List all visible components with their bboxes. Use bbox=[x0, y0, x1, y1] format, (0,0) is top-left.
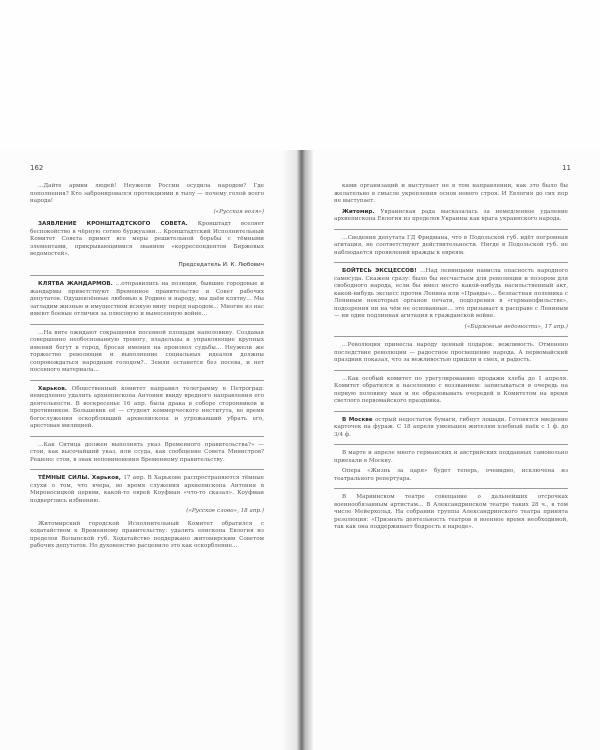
section-divider bbox=[334, 262, 568, 263]
book-gutter bbox=[283, 150, 313, 750]
paragraph-text: В марте и апреле много германских и австрийских подданных самовольно приехали в Москву. bbox=[334, 450, 568, 464]
paragraph bbox=[30, 442, 264, 465]
section-divider bbox=[334, 444, 568, 445]
section-divider bbox=[30, 275, 264, 276]
paragraph-text: 17 апр. В Харькове распространяются тёмные слухи о том, что вчера, во время служения архиепископа Антония в Мироносицкой церкви, какой-то еврей Коуфман «что-то сказал». Коуфман подверглись избиению. bbox=[30, 475, 264, 504]
paragraph-text: Украинская рада высказалась за немедленное удаление архиепископа Евлогия из пределов Украины как врага украинского народа. bbox=[334, 208, 568, 222]
section-divider bbox=[30, 436, 264, 437]
right-page-number: 11 bbox=[562, 164, 571, 172]
section-heading: Харьков. bbox=[38, 385, 72, 392]
paragraph-text: …Как Ситица должен выполнять указ Временного правительства?» — стои, как высочайший указ, или ссуда, как сообщение Совета Министров? Решено: стои, в знак неповиновения Временному правительству. bbox=[30, 441, 264, 463]
paragraph bbox=[334, 209, 568, 224]
paragraph-text: Общественный комитет направил телеграмму в Петроград: немедленно удалить архиепископа Антония ввиду вредного направления его деятельности. В воскресенье 16 апр. была драка в соборе сторонников и противников. Большевик её — студент коммерческого института, во время богослужения оскорблявший архиепископа и угрожавший убрать его, арестован милицией. bbox=[30, 385, 264, 429]
paragraph bbox=[30, 330, 264, 375]
source-citation: («Биржевые ведомости», 17 апр.) bbox=[464, 323, 568, 330]
section-divider bbox=[334, 370, 568, 371]
source-citation: («Русская воля») bbox=[213, 208, 264, 215]
section-divider bbox=[30, 324, 264, 325]
paragraph-text: …Революция принесла народу ценный подарок: вежливость. Отменено последствие революции — радостное просвещение народа. А первомайский праздник показал, что за вежливостью пришли и смех, и радость. bbox=[334, 342, 568, 363]
paragraph bbox=[334, 268, 568, 321]
paragraph bbox=[30, 281, 264, 319]
section-heading: В Москве bbox=[342, 416, 376, 423]
paragraph bbox=[334, 468, 568, 483]
section-divider bbox=[334, 488, 568, 489]
paragraph-text: …На вите ожидают сокращения посевной площади наполовину. Создавая совершенно необоснованную тревогу, владельцы и управляющие крупных имений бегут в город, бросая имения на произвол судьбы… Неужели же торжество революции и выполнение социальных идеалов должны сопровождаться народным голодом?.. Земли останется без посева, и нет посевного материала… bbox=[30, 329, 264, 373]
paragraph-text: Опера «Жизнь за царя» будет теперь, очевидно, исключена из театрального репертуара. bbox=[334, 468, 568, 482]
paragraph bbox=[334, 376, 568, 406]
paragraph bbox=[334, 450, 568, 465]
paragraph-text: …Сведения депутата ГД Фридмана, что в Подольской губ. идёт погромная агитация, не соответствуют действительности. Нигде в Подольской губ. не наблюдается проявлений вражды к евреям. bbox=[334, 234, 568, 256]
section-divider bbox=[334, 411, 568, 412]
section-divider bbox=[30, 380, 264, 381]
paragraph bbox=[334, 235, 568, 258]
source-citation: («Русское слово», 18 апр.) bbox=[186, 508, 264, 514]
paragraph bbox=[30, 475, 264, 505]
signature-line: Председатель И. К. Любович bbox=[178, 261, 264, 268]
section-divider bbox=[334, 336, 568, 337]
paragraph-text: В Мариинском театре совещание о дальнейших отсрочках военнообязанным артистам… В Александринском театре таких 28 ч., в том числе Мейерхольд. На собрании труппы Александринского театра принята резолюция: «Признать деятельность театров в военное время необходимой, так как она поддерживает бодрость в народе». bbox=[334, 494, 568, 530]
left-page-number: 162 bbox=[30, 164, 44, 172]
paragraph bbox=[334, 494, 568, 532]
paragraph-text: Житомирский городской Исполнительный Комитет обратился с ходатайством к Временному правительству: удалить епископа Евлогия из пределов Волынской губ. Ходатайство поддержано житомирским Советом рабочих депутатов. Но духовенство расценило это как оскорбление… bbox=[30, 520, 264, 549]
section-heading: ЗАЯВЛЕНИЕ КРОНШТАДТСКОГО СОВЕТА. bbox=[38, 221, 198, 227]
paragraph-text: …Дайте армии людей! Неужели России осудила народом? Где пополнения? Кто забронировался протекциями в тылу — почему голой всего народа! bbox=[30, 183, 264, 204]
left-page-text bbox=[30, 183, 264, 554]
section-heading: ТЁМНЫЕ СИЛЫ. Харьков, bbox=[38, 475, 124, 481]
paragraph-text: …Над ленинцами навислa опасность народного самосуда. Скажем сразу: было бы несчастьем для революции и позором для свободного народа, если бы имел место какой-нибудь насильственный акт, какой-нибудь эксцесс против Ленина или «Правды»… безпастная полемика с Лениным некоторых органов печати, подозрения в «германофильстве», подозрения ни на чём не основанные… это призывает к расправе с Лениным — ни один подлинная агитация к гражданской войне. bbox=[334, 268, 568, 319]
paragraph bbox=[30, 221, 264, 259]
paragraph bbox=[334, 342, 568, 365]
paragraph-text: …отправились на позиции, бывшие городовые и жандармы приветствуют Временное правительство и Совет рабочих депутатов. Одушевлённые любовью к Родине и народу, мы даём клятву… Мы загладим жизнью и имуществом всякую вину перед народом… Многие из нас имеют боевые отличия за плюсовую и вынесенную войне… bbox=[30, 281, 264, 317]
paragraph-text: ками организаций и выступает не в том направлении, как это было бы желательно в смысле укрепления основ нового строя. И Евлогия до сих пор не выступает. bbox=[334, 183, 568, 204]
paragraph-text: острый недостаток бумаги, гибнут лошади. Готовятся введение карточек на фураж. С 18 апреля уменьшен жителям хлебный паёк с 1 ф. до 3/4 ф. bbox=[334, 416, 569, 438]
right-page-text bbox=[334, 183, 568, 535]
paragraph-text: Кронштадт вселяет беспокойство в чёрную сотню буржуазии… Кронштадтский Исполнительный Комитет Совета примет все меры решительной борьбы с тёмными элементами, прикрывающимися званием «корреспондентов Биржевых ведомостей». bbox=[30, 221, 264, 257]
paragraph bbox=[30, 386, 264, 431]
section-divider bbox=[30, 469, 264, 470]
section-heading: КЛЯТВА ЖАНДАРМОВ. bbox=[38, 281, 116, 287]
paragraph-text: …Как особый комитет по урегулированию продажи хлеба до 1 апреля. Комитет обратился к населению с воззванием: записываться в очередь на первую половину мая и не образовывать очередей в Комитетом на время светлого первомайского праздника. bbox=[334, 375, 568, 404]
section-heading: Житомир. bbox=[342, 208, 381, 215]
section-divider bbox=[334, 229, 568, 230]
section-heading: БОЙТЕСЬ ЭКСЦЕССОВ! bbox=[342, 268, 421, 274]
paragraph bbox=[30, 183, 264, 206]
paragraph bbox=[334, 417, 568, 440]
paragraph bbox=[30, 521, 264, 551]
paragraph bbox=[334, 183, 568, 206]
